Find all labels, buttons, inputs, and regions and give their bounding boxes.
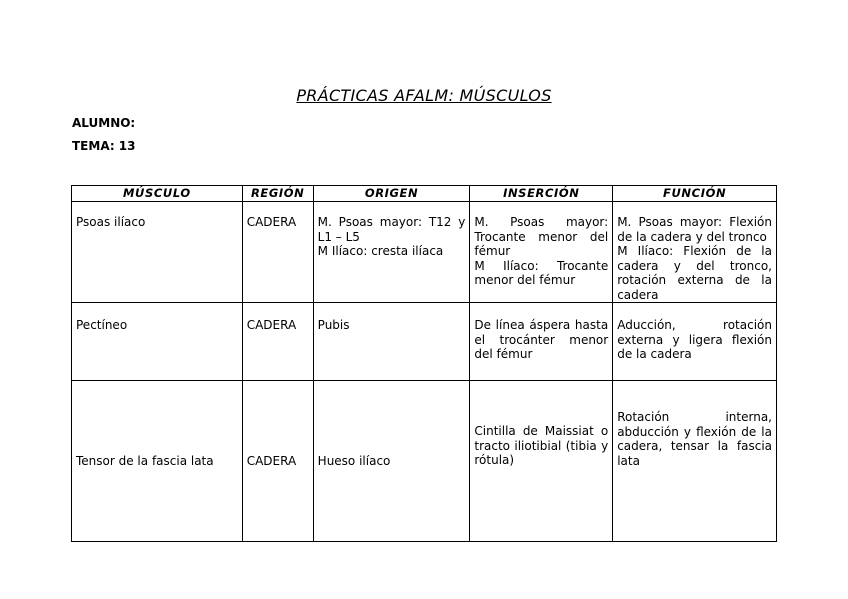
funcion-line: M. Psoas mayor: Flexión de la cadera y del tronco [617,215,772,244]
header-funcion: FUNCIÓN [613,186,777,202]
header-origen: ORIGEN [313,186,470,202]
cell-insercion: Cintilla de Maissiat o tracto iliotibial (tibia y rótula) [470,381,613,542]
muscles-table [71,185,777,542]
table-row [72,303,777,381]
cell-insercion: De línea áspera hasta el trocánter menor del fémur [470,303,613,381]
cell-origen [313,202,470,303]
cell-funcion: Aducción, rotación externa y ligera flexión de la cadera [613,303,777,381]
header-region: REGIÓN [242,186,313,202]
cell-musculo: Pectíneo [72,303,243,381]
origen-line: M. Psoas mayor: T12 y L1 – L5 [317,215,466,244]
cell-region: CADERA [242,303,313,381]
cell-origen: Hueso ilíaco [313,381,470,542]
cell-origen: Pubis [313,303,470,381]
tema-label: TEMA: 13 [72,139,136,153]
header-musculo: MÚSCULO [72,186,243,202]
insercion-line: M. Psoas mayor: Trocante menor del fémur [474,215,609,258]
cell-insercion [470,202,613,303]
cell-musculo: Psoas ilíaco [72,202,243,303]
insercion-line: M Ilíaco: Trocante menor del fémur [474,258,609,287]
cell-funcion [613,202,777,303]
alumno-label: ALUMNO: [72,116,136,130]
cell-region: CADERA [242,202,313,303]
cell-musculo: Tensor de la fascia lata [72,381,243,542]
table-row [72,202,777,303]
cell-region: CADERA [242,381,313,542]
page-title: PRÁCTICAS AFALM: MÚSCULOS [296,86,552,105]
table-header-row [72,186,777,202]
header-insercion: INSERCIÓN [470,186,613,202]
cell-funcion: Rotación interna, abducción y flexión de la cadera, tensar la fascia lata [613,381,777,542]
table-row [72,381,777,542]
funcion-line: M Ilíaco: Flexión de la cadera y del tronco, rotación externa de la cadera [617,244,772,302]
origen-line: M Ilíaco: cresta ilíaca [317,244,444,258]
